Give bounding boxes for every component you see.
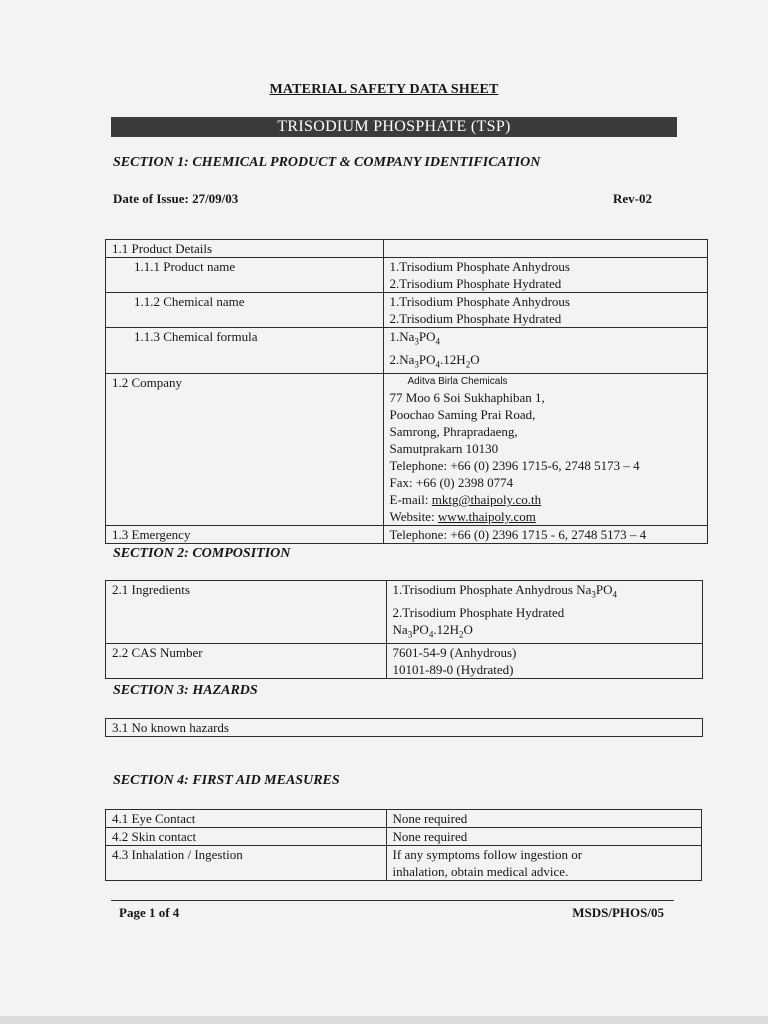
table-row <box>106 328 708 374</box>
section4-heading: SECTION 4: FIRST AID MEASURES <box>113 773 340 788</box>
emergency-telephone: Telephone: +66 (0) 2396 1715 - 6, 2748 5173 – 4 <box>383 526 708 544</box>
eye-contact-label: 4.1 Eye Contact <box>106 810 387 828</box>
table-row <box>106 719 703 737</box>
section3-table <box>105 718 703 737</box>
company-label: 1.2 Company <box>106 374 384 526</box>
address-line-2: Poochao Saming Prai Road, <box>389 407 536 423</box>
section2-heading: SECTION 2: COMPOSITION <box>113 546 291 561</box>
ingredient-1: 1.Trisodium Phosphate Anhydrous $Na_3PO_4$ <box>392 582 618 600</box>
address-line-4: Samutprakarn 10130 <box>389 441 499 457</box>
company-telephone: Telephone: +66 (0) 2396 1715-6, 2748 5173 – 4 <box>389 458 640 474</box>
chemical-formula-2: $2.Na_3PO_4.12H_2O$ <box>389 351 480 370</box>
company-website: Website: www.thaipoly.com <box>389 509 536 525</box>
revision-number: Rev-02 <box>613 191 652 206</box>
chemical-name-2: 2.Trisodium Phosphate Hydrated <box>389 311 562 326</box>
chemical-name-label: 1.1.2 Chemical name <box>106 293 384 328</box>
table-row <box>106 810 702 828</box>
chemical-formula-1: $1.Na_3PO_4$ <box>389 329 441 347</box>
section1-table <box>105 239 708 544</box>
table-row <box>106 846 702 881</box>
skin-contact-value: None required <box>386 828 701 846</box>
section2-table <box>105 580 703 679</box>
website-link[interactable]: www.thaipoly.com <box>437 509 536 525</box>
page-number: Page 1 of 4 <box>119 905 180 920</box>
product-banner: TRISODIUM PHOSPHATE (TSP) <box>111 117 677 137</box>
table-row <box>106 581 703 644</box>
date-of-issue: Date of Issue: 27/09/03 <box>113 191 239 206</box>
table-row <box>106 374 708 526</box>
company-fax: Fax: +66 (0) 2398 0774 <box>389 475 514 491</box>
ingredient-2: 2.Trisodium Phosphate Hydrated <box>392 604 565 620</box>
product-name-1: 1.Trisodium Phosphate Anhydrous <box>389 259 570 274</box>
document-title: MATERIAL SAFETY DATA SHEET <box>269 82 499 97</box>
product-name-2: 2.Trisodium Phosphate Hydrated <box>389 276 562 291</box>
table-row <box>106 258 708 293</box>
no-known-hazards: 3.1 No known hazards <box>106 719 703 737</box>
footer-divider <box>111 900 674 901</box>
table-row <box>106 240 708 258</box>
skin-contact-label: 4.2 Skin contact <box>106 828 387 846</box>
table-row <box>106 526 708 544</box>
section3-heading: SECTION 3: HAZARDS <box>113 683 258 698</box>
chemical-formula-label: 1.1.3 Chemical formula <box>106 328 384 374</box>
product-details-label: 1.1 Product Details <box>106 240 384 258</box>
email-link[interactable]: mktg@thaipoly.co.th <box>431 492 542 508</box>
cas-number-label: 2.2 CAS Number <box>106 644 387 679</box>
section1-heading: SECTION 1: CHEMICAL PRODUCT & COMPANY IDENTIFICATION <box>113 155 541 170</box>
cas-number-anhydrous: 7601-54-9 (Anhydrous) <box>392 645 517 661</box>
ingredients-label: 2.1 Ingredients <box>106 581 387 644</box>
inhalation-advice-line-2: inhalation, obtain medical advice. <box>392 864 569 879</box>
table-row <box>106 644 703 679</box>
company-name: Aditva Birla Chemicals <box>407 376 508 388</box>
eye-contact-value: None required <box>386 810 701 828</box>
inhalation-advice-line-1: If any symptoms follow ingestion or <box>392 847 583 862</box>
table-row <box>106 828 702 846</box>
chemical-name-1: 1.Trisodium Phosphate Anhydrous <box>389 294 570 309</box>
company-email: E-mail: mktg@thaipoly.co.th <box>389 492 542 508</box>
inhalation-ingestion-label: 4.3 Inhalation / Ingestion <box>106 846 387 881</box>
document-code: MSDS/PHOS/05 <box>572 905 664 920</box>
scan-edge <box>0 1016 768 1024</box>
address-line-1: 77 Moo 6 Soi Sukhaphiban 1, <box>389 390 545 406</box>
table-row <box>106 293 708 328</box>
emergency-label: 1.3 Emergency <box>106 526 384 544</box>
address-line-3: Samrong, Phrapradaeng, <box>389 424 518 440</box>
cas-number-hydrated: 10101-89-0 (Hydrated) <box>392 662 514 678</box>
product-name-label: 1.1.1 Product name <box>106 258 384 293</box>
ingredient-2-formula: $Na_3PO_4.12H_2O$ <box>392 621 473 640</box>
section4-table <box>105 809 702 881</box>
